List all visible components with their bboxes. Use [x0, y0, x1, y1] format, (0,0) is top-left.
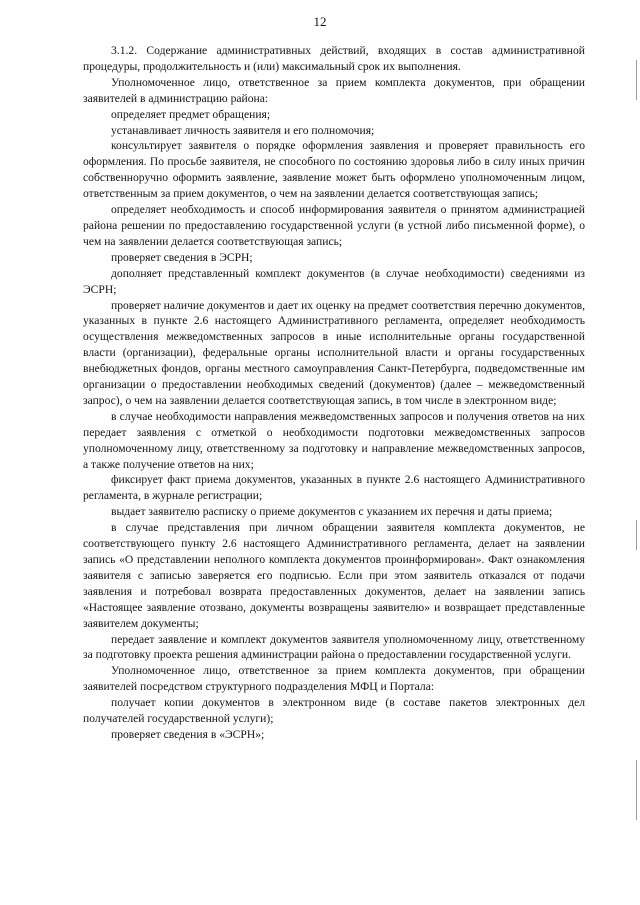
scan-edge-mark: [636, 520, 637, 550]
paragraph-responsible-person-mfc: Уполномоченное лицо, ответственное за прием комплекта документов, при обращении заявителей посредством структурного подразделения МФЦ и Портала:: [83, 664, 585, 694]
paragraph-incomplete-set: в случае представления при личном обращении заявителя комплекта документов, не соответствующего пункту 2.6 настоящего Административного регламента, делает на заявлении запись «О представлении неполного комплекта документов проинформирован». Факт ознакомления заявителя с записью заверяется его подписью. Если при этом заявитель отказался от подачи заявления и потребовал возврата предоставленных документов, делает на заявлении запись «Настоящее заявление отозвано, документы возвращены заявителю» и возвращает представленные заявителем документы;: [83, 521, 585, 630]
paragraph-interagency-requests: в случае необходимости направления межведомственных запросов и получения ответов на них передает заявления с отметкой о необходимости подготовки межведомственных запросов уполномоченному лицу, ответственному за подготовку и направление межведомственных запросов, а также получение ответов на них;: [83, 409, 585, 471]
paragraph-establishes-identity: устанавливает личность заявителя и его полномочия;: [111, 123, 375, 137]
paragraph-3-1-2-heading: 3.1.2. Содержание административных действий, входящих в состав административной процедуры, продолжительность и (или) максимальный срок их выполнения.: [83, 44, 585, 73]
paragraph-records-acceptance: фиксирует факт приема документов, указанных в пункте 2.6 настоящего Административного регламента, в журнале регистрации;: [83, 473, 585, 503]
paragraph-responsible-person-administration: Уполномоченное лицо, ответственное за прием комплекта документов, при обращении заявителей в администрацию района:: [83, 75, 585, 105]
paragraph-checks-esrn: проверяет сведения в ЭСРН;: [111, 250, 253, 264]
scan-edge-mark: [636, 60, 637, 100]
page-number: 12: [313, 14, 327, 29]
paragraph-receives-copies: получает копии документов в электронном виде (в составе пакетов электронных дел получателей государственной услуги);: [83, 696, 585, 726]
paragraph-transfers-application: передает заявление и комплект документов заявителя уполномоченному лицу, ответственному за подготовку проекта решения администрации района о предоставлении государственной услуги.: [83, 632, 585, 662]
paragraph-issues-receipt: выдает заявителю расписку о приеме документов с указанием их перечня и даты приема;: [111, 505, 553, 519]
scan-edge-mark: [636, 760, 637, 820]
paragraph-checks-esrn-2: проверяет сведения в «ЭСРН»;: [111, 727, 265, 741]
document-body: [83, 43, 585, 743]
paragraph-supplements-documents: дополняет представленный комплект документов (в случае необходимости) сведениями из ЭСРН;: [83, 266, 585, 296]
paragraph-checks-documents: проверяет наличие документов и дает их оценку на предмет соответствия перечню документов, указанных в пункте 2.6 настоящего Административного регламента, определяет необходимость осуществления межведомственных запросов в иные исполнительные органы государственной власти (организации), федеральные органы исполнительной власти и органы государственных внебюджетных фондов, органы местного самоуправления Санкт-Петербурга, подведомственные им организации о предоставлении необходимых сведений (документов) (далее – межведомственный запрос), о чем на заявлении делается соответствующая запись, в том числе в электронном виде;: [83, 298, 585, 407]
paragraph-determines-subject: определяет предмет обращения;: [111, 107, 271, 121]
paragraph-consults-applicant: консультирует заявителя о порядке оформления заявления и проверяет правильность его оформления. По просьбе заявителя, не способного по состоянию здоровья либо в силу иных причин собственноручно оформить заявление, заявление может быть оформлено уполномоченным лицом, ответственным за прием документов, о чем на заявлении делается соответствующая запись;: [83, 139, 585, 201]
paragraph-determines-notification: определяет необходимость и способ информирования заявителя о принятом администрацией района решении по предоставлению государственной услуги (в устной либо письменной форме), о чем на заявлении делается соответствующая запись;: [83, 203, 585, 248]
